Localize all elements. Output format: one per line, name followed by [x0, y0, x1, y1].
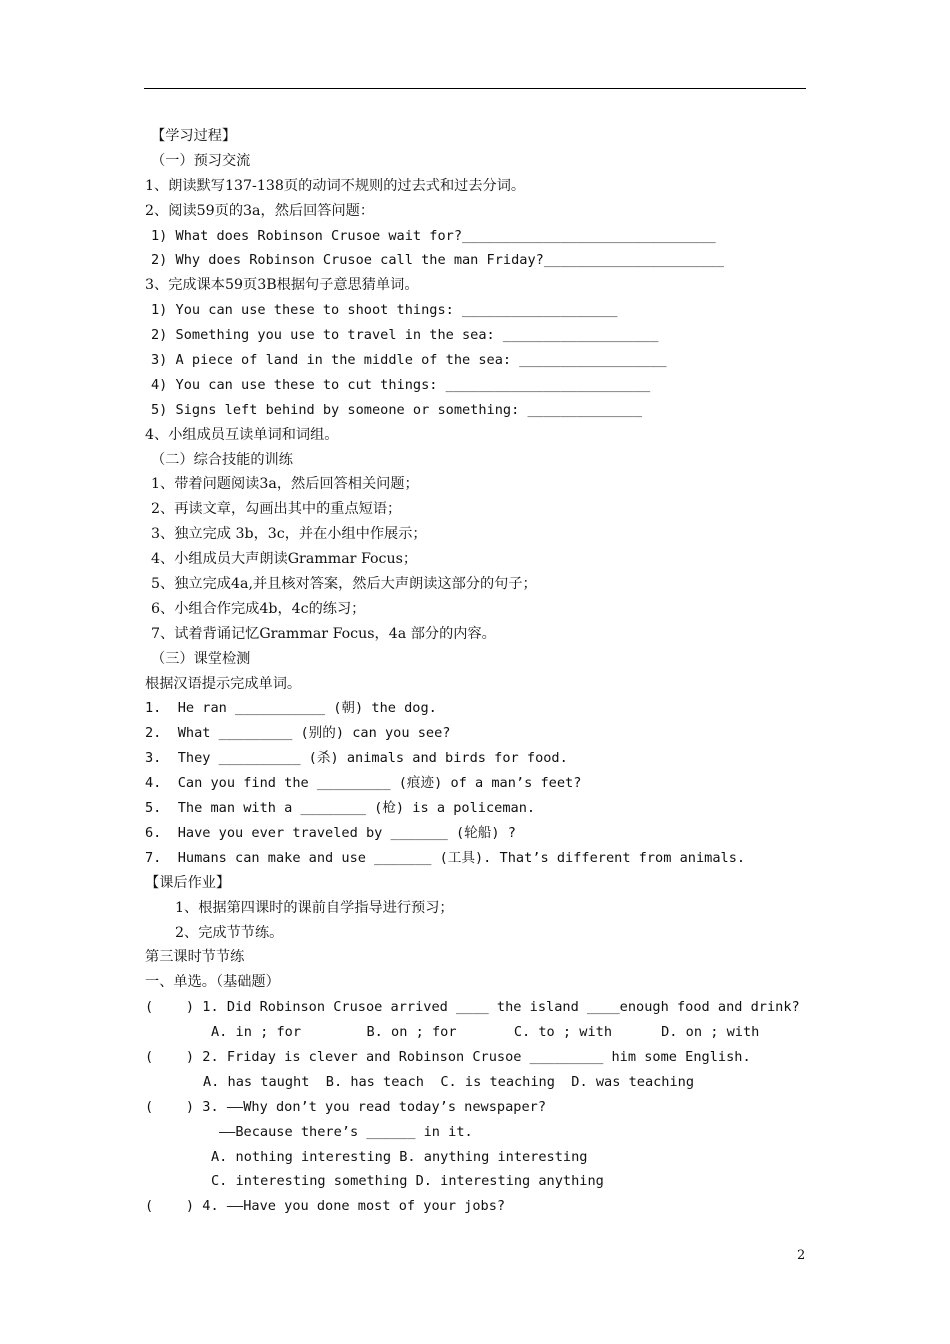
- text-line: 【学习过程】: [151, 128, 237, 144]
- text-line: A. has taught B. has teach C. is teaching D. was teaching: [203, 1073, 695, 1090]
- text-line: 4、小组成员大声朗读Grammar Focus；: [151, 551, 418, 568]
- text-line: （一）预习交流: [151, 152, 251, 169]
- text-line: 7. Humans can make and use _______ (工具). That’s different from animals.: [145, 849, 746, 866]
- document-body: [145, 124, 800, 1219]
- text-line: 第三课时节节练: [145, 949, 245, 966]
- text-line: A. in ; for B. on ; for C. to ; with D. on ; with: [211, 1024, 760, 1041]
- text-line: 1) What does Robinson Crusoe wait for?_______________________________: [151, 227, 716, 244]
- text-line: ( ) 4. ——Have you done most of your jobs?: [145, 1198, 506, 1215]
- text-line: 5. The man with a ________ (枪) is a policeman.: [145, 800, 536, 817]
- text-line: 1. He ran ___________ (朝) the dog.: [145, 700, 437, 717]
- text-line: 2) Something you use to travel in the sea: ___________________: [151, 327, 659, 344]
- text-line: 1、朗读默写137-138页的动词不规则的过去式和过去分词。: [145, 177, 526, 194]
- text-line: 3) A piece of land in the middle of the sea: __________________: [151, 352, 667, 369]
- text-line: 1) You can use these to shoot things: ___________________: [151, 302, 618, 319]
- text-line: 4、小组成员互读单词和词组。: [145, 426, 339, 443]
- text-line: A. nothing interesting B. anything interesting: [211, 1148, 588, 1165]
- text-line: 6. Have you ever traveled by _______ (轮船) ?: [145, 824, 516, 841]
- text-line: 2) Why does Robinson Crusoe call the man Friday?______________________: [151, 252, 724, 269]
- text-line: 3. They __________ (杀) animals and birds for food.: [145, 750, 568, 767]
- text-line: 5、独立完成4a,并且核对答案，然后大声朗读这部分的句子；: [151, 576, 537, 593]
- text-line: ——Because there’s ______ in it.: [219, 1123, 473, 1140]
- text-line: ( ) 1. Did Robinson Crusoe arrived ____ the island ____enough food and drink?: [145, 999, 800, 1016]
- text-line: 3、独立完成 3b，3c，并在小组中作展示；: [151, 526, 427, 543]
- text-line: ( ) 3. ——Why don’t you read today’s newspaper?: [145, 1098, 547, 1115]
- text-line: 5) Signs left behind by someone or something: ______________: [151, 401, 643, 418]
- text-line: 4. Can you find the _________ (痕迹) of a man’s feet?: [145, 775, 582, 792]
- text-line: 1、带着问题阅读3a，然后回答相关问题；: [151, 476, 419, 493]
- text-line: 2、阅读59页的3a，然后回答问题：: [145, 202, 375, 219]
- text-line: 【课后作业】: [145, 874, 231, 891]
- text-line: 一、单选。（基础题）: [145, 974, 280, 991]
- text-line: 4) You can use these to cut things: _________________________: [151, 376, 651, 393]
- text-line: ( ) 2. Friday is clever and Robinson Crusoe _________ him some English.: [145, 1048, 751, 1065]
- text-line: （二）综合技能的训练: [151, 451, 293, 468]
- text-line: C. interesting something D. interesting anything: [211, 1173, 604, 1190]
- text-line: 3、完成课本59页3B根据句子意思猜单词。: [145, 277, 419, 294]
- text-line: 7、试着背诵记忆Grammar Focus，4a 部分的内容。: [151, 625, 496, 642]
- text-line: 2、完成节节练。: [175, 924, 284, 941]
- text-line: 6、小组合作完成4b，4c的练习；: [151, 600, 366, 617]
- header-rule: [144, 88, 806, 89]
- text-line: 1、根据第四课时的课前自学指导进行预习；: [175, 899, 454, 916]
- text-line: 根据汉语提示完成单词。: [145, 675, 302, 692]
- text-line: （三）课堂检测: [151, 650, 251, 667]
- text-line: 2. What _________ (别的) can you see?: [145, 725, 451, 742]
- page-number: 2: [797, 1248, 806, 1263]
- text-line: 2、再读文章，勾画出其中的重点短语；: [151, 501, 402, 518]
